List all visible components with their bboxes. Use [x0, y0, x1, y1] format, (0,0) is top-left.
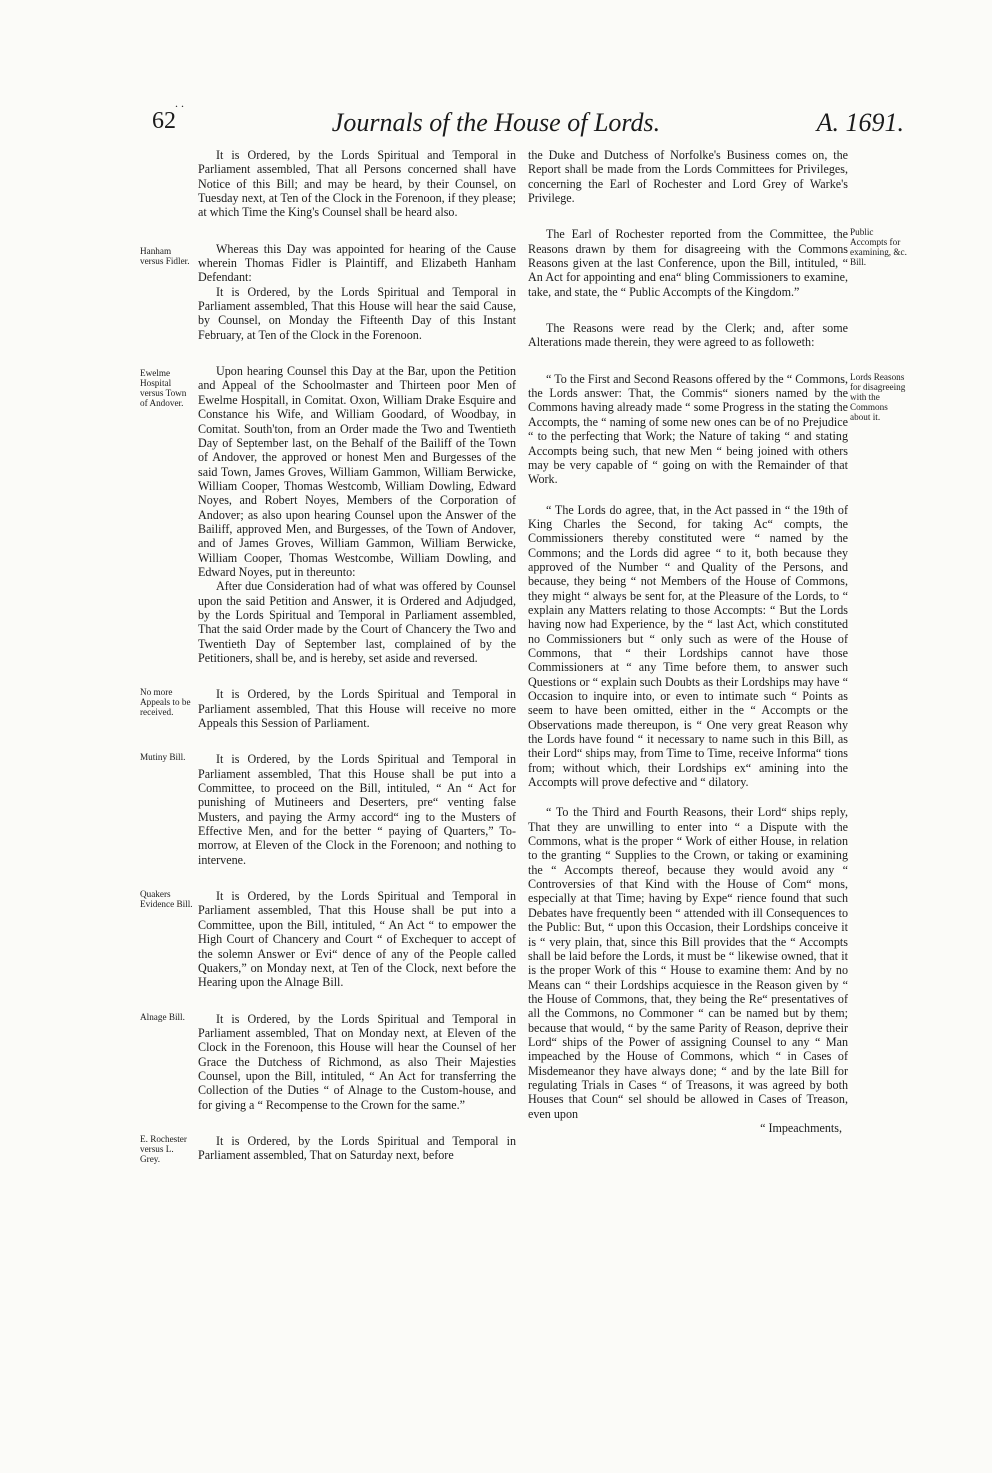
paragraph: Upon hearing Counsel this Day at the Bar, upon the Petition and Appeal of the Schoolmaster and Thirteen poor Men of Ewelme Hospitall, in Comitat. Oxon, William Drake Esquire and Constance his Wife, and William Goodard, of Woodbay, in Comitat. South'ton, from an Order made the Two and Twentieth Day of September last, on the Behalf of the Bailiff of the Town of Andover, the approved or honest Men and Burgesses of the said Town, James Groves, William Gammon, William Berwicke, William Cooper, Thomas Westcomb, William Dowling, Edward Noyes, and Robert Noyes, Members of the Corporation of Andover; as also upon hearing Counsel upon the Answer of the Bailiff, approved Men, and Burgesses, of the Town of Andover, and of James Groves, William Gammon, William Berwicke, William Cooper, Thomas Westcombe, William Dowling, and Edward Noyes, put in thereunto:: [198, 364, 516, 579]
entry-bill-notice: [198, 148, 516, 220]
paragraph: It is Ordered, by the Lords Spiritual and Temporal in Parliament assembled, That this House shall be put into a Committee, upon the Bill, intituled, “ An Act “ to empower the High Court of Chancery and Court “ of Exchequer to accept of the solemn Answer or Evi“ dence of any of the People called Quakers,” on Monday next, at Ten of the Clock, next before the Hearing upon the Alnage Bill.: [198, 889, 516, 990]
margin-note: Lords Reasons for disagreeing with the Commons about it.: [850, 371, 906, 422]
entry-quakers-evidence-bill: [140, 889, 516, 990]
entry-mutiny-bill: [140, 752, 516, 867]
margin-note: No more Appeals to be received.: [140, 687, 191, 718]
entry-hanham-v-fidler: [140, 241, 516, 342]
paragraph: “ To the Third and Fourth Reasons, their Lord“ ships reply, That they are unwilling to enter into “ a Dispute with the Commons, what is the proper “ Work of either House, in relation to the granting “ Supplies to the Crown, or taking or examining the “ Accompts thereof, because they would avoid any “ Controversies of that Kind with the House of Com“ mons, especially at that Time; having by Expe“ rience found that such Debates have frequently been “ attended with ill Consequences to the Public: But, “ upon this Occasion, their Lordships conceive it is “ very plain, that, since this Bill provides that the “ Accompts shall be laid before the Lords, it must be “ likewise owned, that it is the proper Work of this “ House to examine them: And by no Means can “ their Lordships acquiesce in the Reason given by “ the House of Commons, that, they being the Re“ presentatives of all the Commons, no Commoner “ can be named but by them; because that would, “ by the same Parity of Reason, deprive their Lord“ ships of the Power of assigning Counsel to any “ Man impeached by the House of Commons, which “ in Cases of Misdemeanor they have always done; “ and by the late Bill for regulating Trials in Cases “ of Treasons, it was agreed by both Houses that Coun“ sel should be allowed in Cases of Treason, even upon: [528, 805, 848, 1121]
margin-note: Mutiny Bill.: [140, 752, 186, 763]
margin-note: E. Rochester versus L. Grey.: [140, 1133, 187, 1164]
catchword: “ Impeachments,: [760, 1120, 842, 1135]
decorative-dots: . .: [175, 96, 184, 110]
entry-lords-reasons: [528, 371, 906, 487]
running-title: Journals of the House of Lords.: [331, 108, 661, 137]
entry-reasons-read: [528, 321, 848, 350]
paragraph: It is Ordered, by the Lords Spiritual and Temporal in Parliament assembled, That on Monday next, at Eleven of the Clock in the Forenoon, this House will hear the Counsel of her Grace the Dutchess of Richmond, as also Their Majesties Counsel, upon the Bill, intituled, “ An Act for transferring the Collection of the Duties “ of Alnage to the Custom-house, and for giving a “ Recompense to the Crown for the same.”: [198, 1011, 516, 1112]
entry-continuation: [528, 148, 848, 205]
paragraph: It is Ordered, by the Lords Spiritual and Temporal in Parliament assembled, That this House will hear the said Cause, by Counsel, on Monday the Fifteenth Day of this Instant February, at Ten of the Clock in the Forenoon.: [198, 284, 516, 342]
paragraph: It is Ordered, by the Lords Spiritual and Temporal in Parliament assembled, That this House shall be put into a Committee, to proceed on the Bill, intituled, “ An “ Act for punishing of Mutineers and Deserters, pre“ venting false Musters, and paying the Army accord“ ing to the Musters of Effective Men, and for the better “ paying of Quarters,” To-morrow, at Eleven of the Clock in the Forenoon; and nothing to intervene.: [198, 752, 516, 867]
entry-alnage-bill: [140, 1011, 516, 1112]
paragraph: After due Consideration had of what was offered by Counsel upon the said Petition and Answer, it is Ordered and Adjudged, by the Lords Spiritual and Temporal in Parliament assembled, That the said Order made by the Court of Chancery the Two and Twentieth Day of September last, complained of by the Petitioners, shall be, and is hereby, set aside and reversed.: [198, 579, 516, 665]
margin-note: Hanham versus Fidler.: [140, 245, 190, 266]
entry-public-accompts-report: [528, 227, 907, 299]
paragraph: “ The Lords do agree, that, in the Act passed in “ the 19th of King Charles the Second, for taking Ac“ compts, the Commissioners thereby constituted were “ named by the Commons; and the Lords did agree “ to it, both because they approved of the Number “ and Quality of the Persons, and because, they being “ not Members of the House of Commons, they might “ always be sent for, at the Pleasure of the Lords, to “ explain any Matters relating to those Accompts: “ But the Lords having now had Experience, by the “ last Act, which constituted no Commissioners but “ only such as were of the House of Commons, that “ their Lordships cannot have those Commissioners at “ any Time before them, to answer such Questions or “ explain such Doubts as their Lordships may have “ Occasion to inquire into, or even to intimate such “ Points as seem to have been omitted, either in the “ Accompts or the Observations made thereupon, is “ One very great Reason why the Lords have found “ it necessary to name such in this Bill, as their Lord“ ships may, from Time to Time, receive Informa“ tions from; without which, their Lordships ex“ amining into the Accompts will prove defective and “ dilatory.: [528, 502, 848, 790]
page-number: 62: [152, 108, 176, 134]
entry-lords-agree: [528, 503, 848, 790]
paragraph: It is Ordered, by the Lords Spiritual and Temporal in Parliament assembled, That all Persons concerned shall have Notice of this Bill; and may be heard, by their Counsel, on Tuesday next, at Ten of the Clock in the Forenoon, if they please; at which Time the King's Counsel shall be heard also.: [198, 148, 516, 220]
page-header: [0, 108, 992, 148]
paragraph: The Reasons were read by the Clerk; and, after some Alterations made therein, they were agreed to as followeth:: [528, 321, 848, 350]
left-column: [140, 148, 516, 1164]
paragraph: the Duke and Dutchess of Norfolke's Business comes on, the Report shall be made from the Lords Committees for Privileges, concerning the Earl of Rochester and Lord Grey of Warke's Privilege.: [528, 148, 848, 206]
entry-third-fourth-reasons: [528, 805, 848, 1121]
right-column: [528, 148, 907, 1135]
paragraph: “ To the First and Second Reasons offered by the “ Commons, the Lords answer: That, the Commis“ sioners named by the Commons having already made “ some Progress in the stating the Accompts, the “ naming of some new ones can be of no Prejudice “ to the perfecting that Work; the Nature of taking “ and stating Accompts being such, that new Men “ being joined with others may be very capable of “ going on with the Remainder of that Work.: [528, 371, 848, 487]
margin-note: Alnage Bill.: [140, 1011, 185, 1022]
entry-ewelme-hospital: [140, 364, 516, 665]
paragraph: It is Ordered, by the Lords Spiritual and Temporal in Parliament assembled, That this House will receive no more Appeals this Session of Parliament.: [198, 687, 516, 731]
paragraph: The Earl of Rochester reported from the Committee, the Reasons drawn by them for disagreeing with the Commons Reasons given at the last Conference, upon the Bill, intituled, “ An Act for appointing and ena“ bling Commissioners to examine, take, and state, the “ Public Accompts of the Kingdom.”: [528, 227, 848, 299]
margin-note: Public Accompts for examining, &c. Bill.: [850, 227, 907, 268]
paragraph: Whereas this Day was appointed for hearing of the Cause wherein Thomas Fidler is Plaintiff, and Elizabeth Hanham Defendant:: [198, 241, 516, 285]
margin-note: Ewelme Hospital versus Town of Andover.: [140, 368, 187, 409]
entry-rochester-v-grey: [140, 1133, 516, 1164]
entry-no-more-appeals: [140, 687, 516, 731]
year-label: A. 1691.: [816, 108, 904, 137]
margin-note: Quakers Evidence Bill.: [140, 889, 193, 910]
paragraph: It is Ordered, by the Lords Spiritual and Temporal in Parliament assembled, That on Saturday next, before: [198, 1133, 516, 1163]
